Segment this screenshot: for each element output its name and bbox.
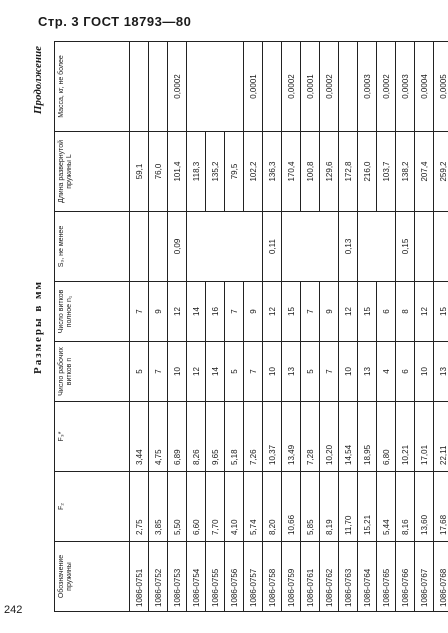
table-cell: 8 — [396, 282, 415, 342]
table-row — [358, 42, 377, 612]
table-cell — [187, 42, 206, 132]
table-cell: 170,4 — [282, 132, 301, 212]
table-cell: 5 — [301, 342, 320, 402]
table-cell — [130, 42, 149, 132]
table-cell: 9 — [149, 282, 168, 342]
table-cell: 17,68 — [434, 472, 448, 542]
table-cell: 7 — [301, 282, 320, 342]
table-row — [434, 42, 448, 612]
table-cell: 0,15 — [396, 212, 415, 282]
table-cell: 5,44 — [377, 472, 396, 542]
table-cell: 10,20 — [320, 402, 339, 472]
table-cell — [339, 42, 358, 132]
table-cell — [282, 212, 301, 282]
table-cell: 14 — [187, 282, 206, 342]
table-cell: 12 — [415, 282, 434, 342]
col-header: Длина развернутой пружины L — [55, 132, 130, 212]
table-cell: 17,01 — [415, 402, 434, 472]
table-row — [339, 42, 358, 612]
table-cell: 9 — [320, 282, 339, 342]
table-row — [130, 42, 149, 612]
table-cell: 1086-0768 — [434, 542, 448, 612]
table-cell: 135,2 — [206, 132, 225, 212]
table-cell: 0,11 — [263, 212, 282, 282]
table-row — [187, 42, 206, 612]
table-cell: 8,19 — [320, 472, 339, 542]
table-cell: 118,3 — [187, 132, 206, 212]
table-cell: 1086-0766 — [396, 542, 415, 612]
table-cell: 5,85 — [301, 472, 320, 542]
table-cell: 16 — [206, 282, 225, 342]
table-cell: 1086-0767 — [415, 542, 434, 612]
table-cell: 79,5 — [225, 132, 244, 212]
table-cell — [263, 42, 282, 132]
table-row — [225, 42, 244, 612]
col-header: F₃* — [55, 402, 130, 472]
table-cell — [130, 212, 149, 282]
table-cell: 0,0002 — [320, 42, 339, 132]
table-cell: 5,50 — [168, 472, 187, 542]
table-row — [263, 42, 282, 612]
table-cell — [149, 42, 168, 132]
table-row — [377, 42, 396, 612]
table-container — [30, 42, 448, 612]
table-cell: 13,60 — [415, 472, 434, 542]
table-cell: 15 — [282, 282, 301, 342]
table-cell: 8,20 — [263, 472, 282, 542]
table-cell: 14 — [206, 342, 225, 402]
table-cell — [415, 212, 434, 282]
table-cell: 10,21 — [396, 402, 415, 472]
table-row — [206, 42, 225, 612]
table-cell: 14,54 — [339, 402, 358, 472]
table-cell: 216,0 — [358, 132, 377, 212]
table-cell: 1086-0758 — [263, 542, 282, 612]
table-cell: 7,26 — [244, 402, 263, 472]
table-row — [396, 42, 415, 612]
table-cell: 12 — [339, 282, 358, 342]
table-cell: 129,6 — [320, 132, 339, 212]
table-cell: 15 — [434, 282, 448, 342]
table-cell: 1086-0756 — [225, 542, 244, 612]
table-cell — [377, 212, 396, 282]
table-cell: 5,18 — [225, 402, 244, 472]
table-cell: 10 — [263, 342, 282, 402]
continuation-label: Продолжение — [32, 46, 44, 115]
table-cell: 207,4 — [415, 132, 434, 212]
table-row — [282, 42, 301, 612]
table-cell: 7 — [149, 342, 168, 402]
table-cell: 1086-0762 — [320, 542, 339, 612]
col-header: Число витков полное n₁ — [55, 282, 130, 342]
table-cell: 10,66 — [282, 472, 301, 542]
col-header: Масса, кг, не более — [55, 42, 130, 132]
table-cell: 9,65 — [206, 402, 225, 472]
col-header: Обозначение пружины — [55, 542, 130, 612]
table-cell: 0,0003 — [358, 42, 377, 132]
col-header: Число рабочих витков n — [55, 342, 130, 402]
table-cell: 5,74 — [244, 472, 263, 542]
table-cell: 1086-0753 — [168, 542, 187, 612]
table-cell: 10 — [415, 342, 434, 402]
table-cell: 7 — [244, 342, 263, 402]
table-cell: 13,49 — [282, 402, 301, 472]
table-cell: 6 — [377, 282, 396, 342]
table-cell: 6,80 — [377, 402, 396, 472]
col-header: F₂ — [55, 472, 130, 542]
table-cell: 76,0 — [149, 132, 168, 212]
table-cell: 7 — [130, 282, 149, 342]
table-cell — [206, 42, 225, 132]
table-cell — [225, 212, 244, 282]
table-cell: 0,0004 — [415, 42, 434, 132]
table-cell — [434, 212, 448, 282]
table-cell: 1086-0752 — [149, 542, 168, 612]
table-cell — [149, 212, 168, 282]
table-cell: 0,0005 — [434, 42, 448, 132]
table-cell: 9 — [244, 282, 263, 342]
table-cell: 2,75 — [130, 472, 149, 542]
table-cell: 6 — [396, 342, 415, 402]
table-cell: 136,3 — [263, 132, 282, 212]
table-cell: 3,85 — [149, 472, 168, 542]
table-cell: 259,2 — [434, 132, 448, 212]
table-cell: 6,89 — [168, 402, 187, 472]
page-header: Стр. 3 ГОСТ 18793—80 — [38, 14, 192, 29]
table-cell: 10 — [168, 342, 187, 402]
table-row — [320, 42, 339, 612]
table-cell: 10,37 — [263, 402, 282, 472]
table-caption: Размеры в мм — [32, 280, 44, 374]
table-cell: 0,0003 — [396, 42, 415, 132]
table-row — [244, 42, 263, 612]
table-cell: 1086-0757 — [244, 542, 263, 612]
table-body — [130, 42, 448, 612]
table-cell — [320, 212, 339, 282]
table-cell — [187, 212, 206, 282]
rotated-table-area — [30, 42, 448, 612]
page-number: 242 — [4, 604, 23, 616]
table-cell: 1086-0754 — [187, 542, 206, 612]
table-cell: 6,60 — [187, 472, 206, 542]
table-cell: 22,11 — [434, 402, 448, 472]
table-row — [168, 42, 187, 612]
table-row — [149, 42, 168, 612]
col-header: S₃, не менее — [55, 212, 130, 282]
table-cell: 1086-0765 — [377, 542, 396, 612]
table-cell: 7,70 — [206, 472, 225, 542]
table-cell: 12 — [168, 282, 187, 342]
table-cell: 0,0001 — [244, 42, 263, 132]
table-cell: 5 — [130, 342, 149, 402]
table-cell: 100,8 — [301, 132, 320, 212]
table-cell: 11,70 — [339, 472, 358, 542]
table-cell: 15,21 — [358, 472, 377, 542]
table-cell: 1086-0759 — [282, 542, 301, 612]
table-cell: 1086-0751 — [130, 542, 149, 612]
table-cell: 0,09 — [168, 212, 187, 282]
table-cell: 8,26 — [187, 402, 206, 472]
table-cell: 59,1 — [130, 132, 149, 212]
table-cell: 18,95 — [358, 402, 377, 472]
spring-dimensions-table — [54, 41, 448, 612]
table-cell: 12 — [187, 342, 206, 402]
table-row — [415, 42, 434, 612]
table-cell: 15 — [358, 282, 377, 342]
table-cell: 1086-0755 — [206, 542, 225, 612]
table-cell: 8,16 — [396, 472, 415, 542]
table-cell: 101,4 — [168, 132, 187, 212]
table-cell — [244, 212, 263, 282]
table-cell — [358, 212, 377, 282]
table-cell: 5 — [225, 342, 244, 402]
table-row — [301, 42, 320, 612]
table-cell: 172,8 — [339, 132, 358, 212]
table-cell: 7,28 — [301, 402, 320, 472]
table-cell: 0,0002 — [282, 42, 301, 132]
table-cell: 0,0001 — [301, 42, 320, 132]
table-cell: 0,13 — [339, 212, 358, 282]
table-cell: 4,75 — [149, 402, 168, 472]
table-cell: 1086-0763 — [339, 542, 358, 612]
table-cell: 4 — [377, 342, 396, 402]
table-cell: 12 — [263, 282, 282, 342]
table-cell: 13 — [358, 342, 377, 402]
table-cell: 7 — [320, 342, 339, 402]
table-cell: 13 — [282, 342, 301, 402]
table-cell — [301, 212, 320, 282]
table-cell: 1086-0764 — [358, 542, 377, 612]
table-cell: 4,10 — [225, 472, 244, 542]
table-cell: 7 — [225, 282, 244, 342]
table-header-row — [55, 42, 130, 612]
table-cell: 0,0002 — [377, 42, 396, 132]
table-cell: 102,2 — [244, 132, 263, 212]
table-cell — [225, 42, 244, 132]
table-cell: 0,0002 — [168, 42, 187, 132]
table-cell: 3,44 — [130, 402, 149, 472]
table-cell: 138,2 — [396, 132, 415, 212]
table-cell: 10 — [339, 342, 358, 402]
table-cell: 103,7 — [377, 132, 396, 212]
table-cell: 1086-0761 — [301, 542, 320, 612]
table-cell — [206, 212, 225, 282]
table-cell: 13 — [434, 342, 448, 402]
